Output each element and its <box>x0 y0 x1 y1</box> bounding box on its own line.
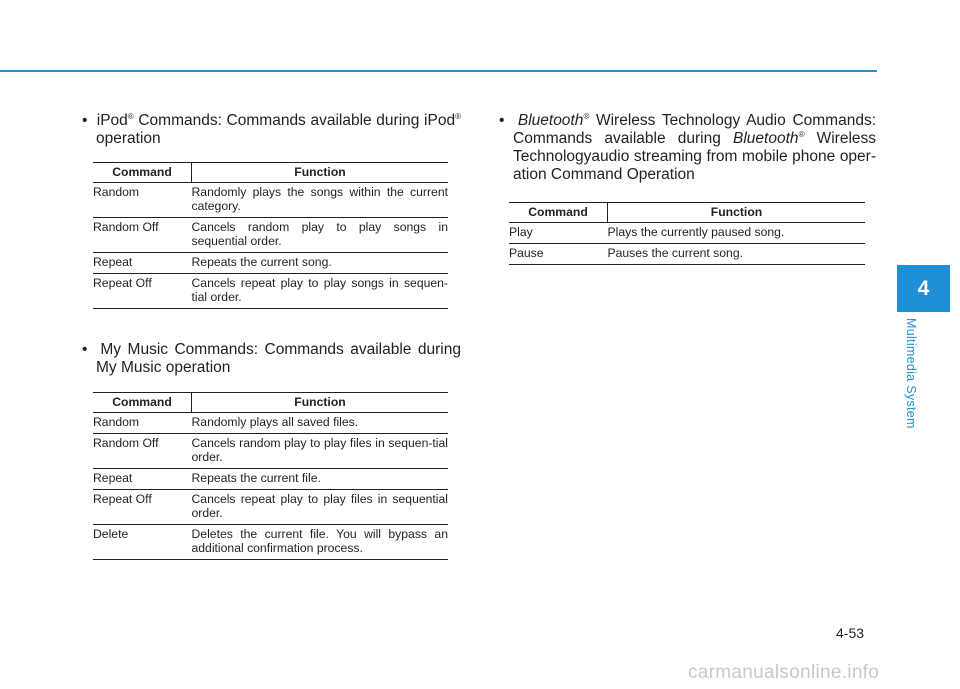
command-cell: Repeat Off <box>93 274 192 309</box>
command-cell: Pause <box>509 244 608 265</box>
command-cell: Repeat <box>93 253 192 274</box>
function-cell: Repeats the current file. <box>192 469 449 490</box>
table-row <box>93 253 448 274</box>
table-row <box>93 525 448 560</box>
mymusic-command-table <box>93 392 448 560</box>
table-row <box>93 434 448 469</box>
function-cell: Pauses the current song. <box>608 244 866 265</box>
table-row <box>93 490 448 525</box>
command-cell: Random Off <box>93 434 192 469</box>
col-header-command: Command <box>93 393 192 413</box>
chapter-label-text: Multimedia System <box>904 318 918 429</box>
bluetooth-intro: • Bluetooth® Wireless Technology Audio Commands: Commands available during Bluetooth® Wireless Technologyaudio streaming from mobile phone oper-ation Command Operation <box>499 112 877 183</box>
mymusic-section <box>82 341 461 377</box>
table-row <box>93 274 448 309</box>
command-cell: Random <box>93 183 192 218</box>
function-cell: Deletes the current file. You will bypass an additional confirmation process. <box>192 525 449 560</box>
function-cell: Cancels repeat play to play songs in sequen-tial order. <box>192 274 449 309</box>
table-row <box>93 469 448 490</box>
bluetooth-command-table <box>509 202 865 265</box>
command-cell: Play <box>509 223 608 244</box>
col-header-function: Function <box>192 163 449 183</box>
function-cell: Cancels random play to play songs in sequential order. <box>192 218 449 253</box>
top-rule <box>0 70 877 72</box>
command-cell: Delete <box>93 525 192 560</box>
command-cell: Repeat Off <box>93 490 192 525</box>
mymusic-intro: • My Music Commands: Commands available during My Music operation <box>82 341 461 376</box>
chapter-number: 4 <box>917 277 930 300</box>
function-cell: Cancels random play to play files in sequen-tial order. <box>192 434 449 469</box>
col-header-command: Command <box>509 203 608 223</box>
bluetooth-section <box>499 112 876 184</box>
chapter-tab <box>897 265 950 312</box>
page-number: 4-53 <box>836 625 865 641</box>
watermark: carmanualsonline.info <box>688 662 880 683</box>
command-cell: Random <box>93 413 192 434</box>
ipod-command-table <box>93 162 448 309</box>
col-header-command: Command <box>93 163 192 183</box>
col-header-function: Function <box>192 393 449 413</box>
table-row <box>509 244 865 265</box>
function-cell: Plays the currently paused song. <box>608 223 866 244</box>
table-row <box>93 413 448 434</box>
chapter-label <box>904 318 918 443</box>
table-row <box>93 218 448 253</box>
table-row <box>509 223 865 244</box>
ipod-intro: • iPod® Commands: Commands available during iPod® operation <box>82 112 461 147</box>
col-header-function: Function <box>608 203 866 223</box>
function-cell: Randomly plays all saved files. <box>192 413 449 434</box>
command-cell: Repeat <box>93 469 192 490</box>
function-cell: Cancels repeat play to play files in sequential order. <box>192 490 449 525</box>
function-cell: Randomly plays the songs within the current category. <box>192 183 449 218</box>
ipod-section <box>82 112 461 148</box>
command-cell: Random Off <box>93 218 192 253</box>
function-cell: Repeats the current song. <box>192 253 449 274</box>
table-row <box>93 183 448 218</box>
